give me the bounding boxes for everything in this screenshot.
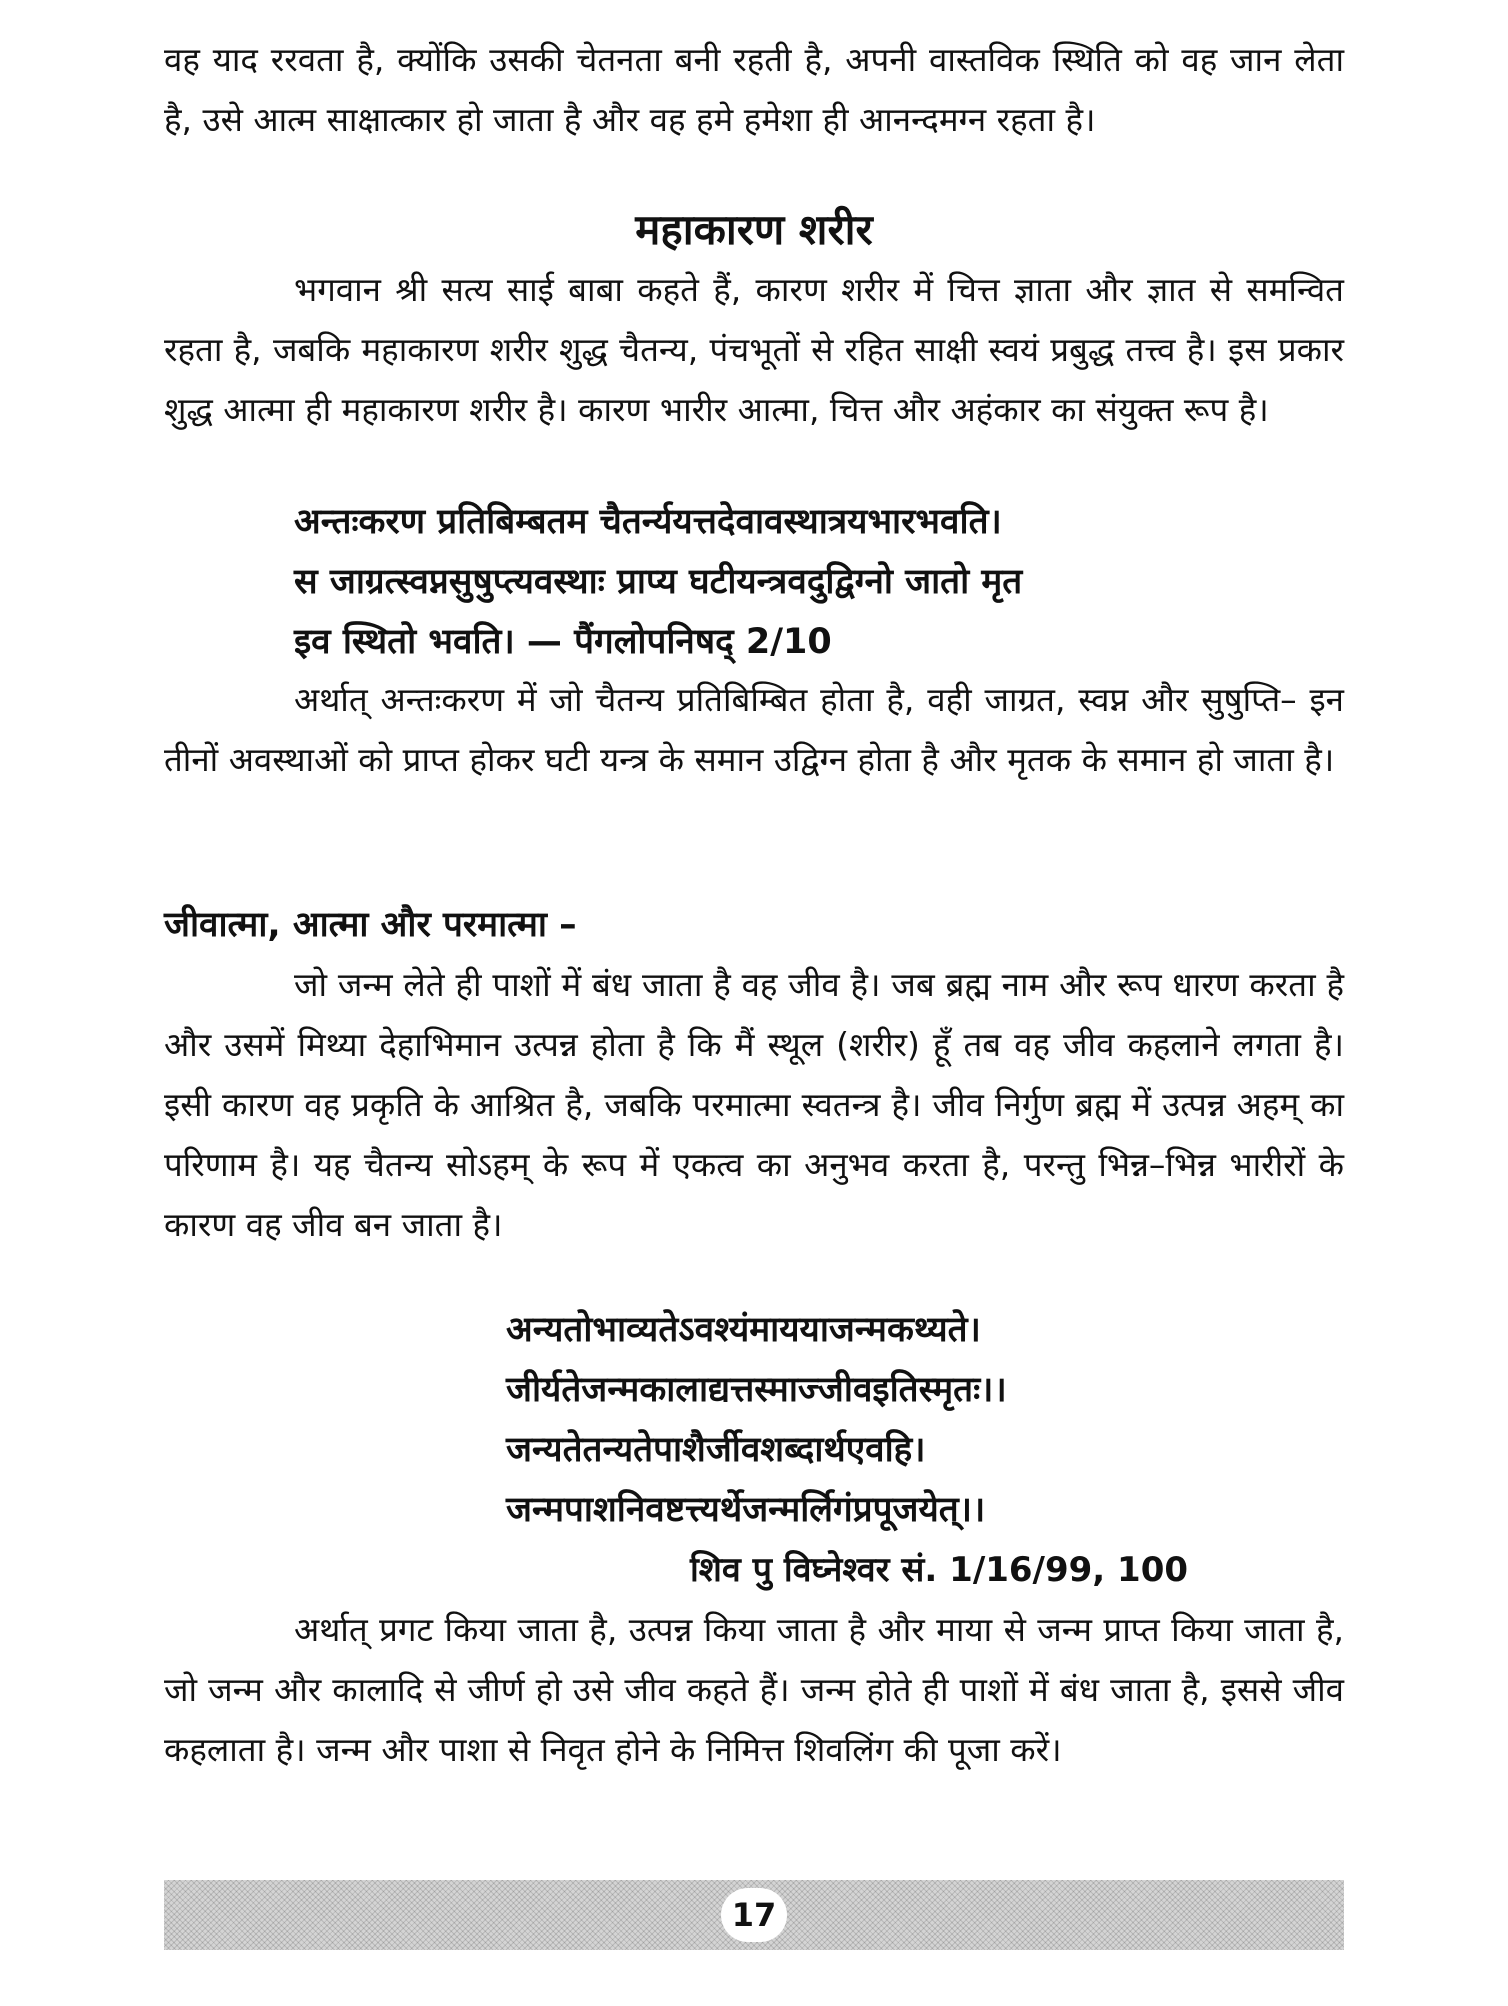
verse-line: अन्यतोभाव्यतेऽवश्यंमाययाजन्मकथ्यते।	[506, 1310, 981, 1350]
paragraph-mahakaran: भगवान श्री सत्य साई बाबा कहते हैं, कारण शरीर में चित्त ज्ञाता और ज्ञात से समन्वित रहता है, जबकि महाकारण शरीर शुद्ध चैतन्य, पंचभूतों से रहित साक्षी स्वयं प्रबुद्ध तत्त्व है। इस प्रकार शुद्ध आत्मा ही महाकारण शरीर है। कारण भारीर आत्मा, चित्त और अहंकार का संयुक्त रूप है।	[164, 270, 1344, 429]
paragraph-intro: वह याद ररवता है, क्योंकि उसकी चेतनता बनी रहती है, अपनी वास्तविक स्थिति को वह जान लेता है, उसे आत्म साक्षात्कार हो जाता है और वह हमे हमेशा ही आनन्दमग्न रहता है।	[164, 40, 1344, 139]
verse-line: अन्तःकरण प्रतिबिम्बतम चैतर्न्ययत्तदेवावस्थात्रयभारभवति।	[294, 502, 1002, 542]
paragraph-jeev-block	[164, 955, 1344, 1255]
paragraph-arthat-2: अर्थात् प्रगट किया जाता है, उत्पन्न किया जाता है और माया से जन्म प्राप्त किया जाता है, जो जन्म और कालादि से जीर्ण हो उसे जीव कहते हैं। जन्म होते ही पाशों में बंध जाता है, इससे जीव कहलाता है। जन्म और पाशा से निवृत होने के निमित्त शिवलिंग की पूजा करें।	[164, 1610, 1344, 1769]
paragraph-intro-block	[164, 30, 1344, 150]
paragraph-arthat-1-block	[164, 670, 1344, 790]
paragraph-jeev: जो जन्म लेते ही पाशों में बंध जाता है वह जीव है। जब ब्रह्म नाम और रूप धारण करता है और उसमें मिथ्या देहाभिमान उत्पन्न होता है कि मैं स्थूल (शरीर) हूँ तब वह जीव कहलाने लगता है। इसी कारण वह प्रकृति के आश्रित है, जबकि परमात्मा स्वतन्त्र है। जीव निर्गुण ब्रह्म में उत्पन्न अहम् का परिणाम है। यह चैतन्य सोऽहम् के रूप में एकत्व का अनुभव करता है, परन्तु भिन्न–भिन्न भारीरों के कारण वह जीव बन जाता है।	[164, 965, 1344, 1244]
section-heading-mahakaran: महाकारण शरीर	[635, 205, 873, 254]
page-number: 17	[721, 1888, 787, 1942]
page-footer	[164, 1880, 1344, 1950]
section-heading-jeevatma: जीवात्मा, आत्मा और परमात्मा –	[164, 905, 577, 945]
verse-source: शिव पु विघ्नेश्वर सं. 1/16/99, 100	[690, 1550, 1189, 1590]
verse-source: — पैंगलोपनिषद् 2/10	[526, 622, 832, 662]
verse-line: इव स्थितो भवति।	[294, 622, 515, 662]
verse-line: जीर्यतेजन्मकालाद्यत्तस्माज्जीवइतिस्मृतः।।	[506, 1370, 1007, 1410]
paragraph-mahakaran-block	[164, 260, 1344, 440]
verse-shiv-puran	[506, 1300, 1007, 1540]
verse-painglopanishad	[294, 492, 1344, 672]
verse-line: जन्यतेतन्यतेपाशैर्जीवशब्दार्थएवहि।	[506, 1430, 926, 1470]
verse-line: स जाग्रत्स्वप्नसुषुप्त्यवस्थाः प्राप्य घटीयन्त्रवदुद्विग्नो जातो मृत	[294, 562, 1023, 602]
verse-line-with-source	[294, 612, 1344, 672]
paragraph-arthat-1: अर्थात् अन्तःकरण में जो चैतन्य प्रतिबिम्बित होता है, वही जाग्रत, स्वप्न और सुषुप्ति– इन तीनों अवस्थाओं को प्राप्त होकर घटी यन्त्र के समान उद्विग्न होता है और मृतक के समान हो जाता है।	[164, 680, 1344, 779]
paragraph-arthat-2-block	[164, 1600, 1344, 1780]
verse-line: जन्मपाशनिवष्टत्त्यर्थेजन्मर्लिगंप्रपूजयेत्।।	[506, 1490, 986, 1530]
